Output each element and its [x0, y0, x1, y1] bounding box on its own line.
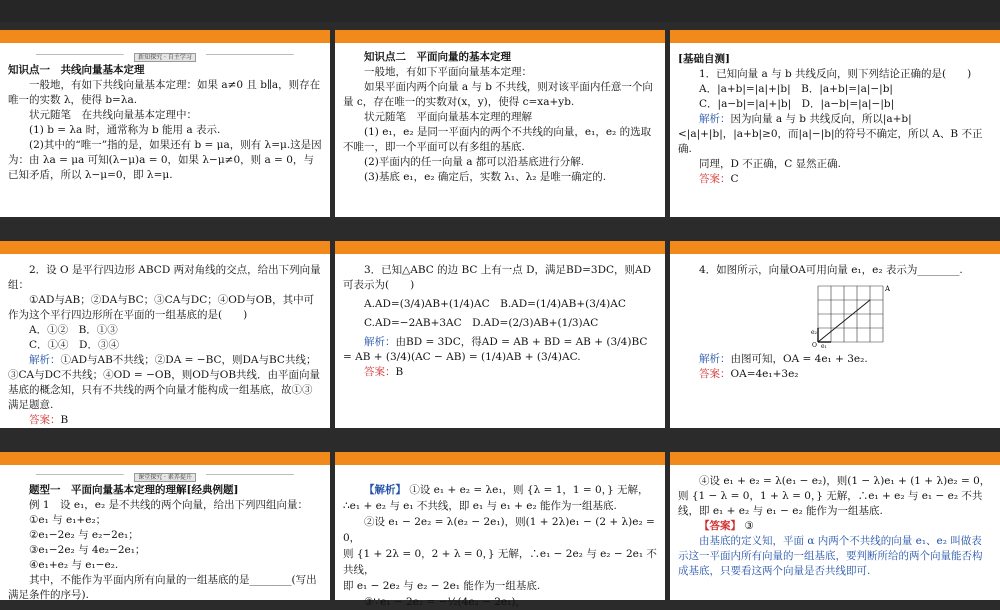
- solution-label: 解析：: [29, 354, 61, 366]
- question-options: ①AD与AB；②DA与BC；③CA与DC；④OD与OB，其中可作为这个平行四边形所在平面的一组基底的是( ): [8, 294, 315, 321]
- solution-text: 因为向量 a 与 b 共线反向，所以|a+b|<|a|+|b|，|a+b|≥0，而|a|−|b|的符号不确定，所以 A、B 不正确.: [678, 113, 983, 155]
- option-row: A．|a+b|=|a|+|b| B．|a+b|=|a|−|b|: [699, 83, 893, 95]
- answer-label: 答案：: [699, 368, 731, 380]
- answer-value: B: [60, 414, 69, 426]
- paragraph: (2)其中的“唯一”指的是，如果还有 b = μa，则有 λ=μ.这是因为：由 λa = μa 可知(λ−μ)a = 0，如果 λ−μ≠0，则 a = 0，与已知矛盾，所以 λ−μ=0，即 λ=μ.: [8, 139, 322, 181]
- question: 2．设 O 是平行四边形 ABCD 两对角线的交点，给出下列向量组：: [8, 264, 321, 291]
- note-heading: 状元随笔 在共线向量基本定理中：: [29, 109, 197, 121]
- slide-1[interactable]: [0, 30, 330, 217]
- paragraph: 一般地，有如下平面向量基本定理：: [364, 66, 532, 78]
- section-banner: 课堂探究 · 素养提升: [36, 470, 293, 479]
- solution-label: 解析：: [364, 336, 396, 348]
- solution-line: ∴e₁ + e₂ 与 e₁ 不共线，即 e₁ 与 e₁ + e₂ 能作为一组基底.: [343, 500, 617, 512]
- slide-header-bar: [670, 241, 1000, 254]
- paragraph: (2)平面内的任一向量 a 都可以沿基底进行分解.: [364, 156, 585, 168]
- slide-8[interactable]: [335, 452, 665, 608]
- solution-text: ①AD与AB不共线；②DA = −BC，则DA与BC共线；③CA与DC不共线；④OD = −OB，则OD与OB共线．由平面向量基底的概念知，只有不共线的两个向量才能构成一组基底，故①③满足题意.: [8, 354, 321, 411]
- answer-value: OA=4e₁+3e₂: [730, 368, 799, 380]
- top-bar: [0, 0, 1000, 22]
- list-item: ④e₁+e₂ 与 e₁−e₂.: [29, 559, 119, 571]
- solution-line: 则 {1 − λ = 0，1 + λ = 0，} 无解，∴e₁ + e₂ 与 e₁ − e₂ 不共线，即 e₁ + e₂ 与 e₁ − e₂ 能作为一组基底.: [678, 490, 983, 517]
- paragraph: (1) b = λa 时，通常称为 b 能用 a 表示.: [29, 124, 221, 136]
- slide-4[interactable]: [0, 241, 330, 428]
- slide-header-bar: [335, 452, 665, 465]
- solution-line: 即 e₁ − 2e₂ 与 e₂ − 2e₁ 能作为一组基底.: [343, 580, 541, 592]
- slide-3[interactable]: [670, 30, 1000, 217]
- e1-label: e₁: [821, 343, 827, 350]
- solution-text: 同理，D 不正确，C 显然正确.: [699, 158, 841, 170]
- slide-9[interactable]: [670, 452, 1000, 600]
- paragraph: (3)基底 e₁，e₂ 确定后，实数 λ₁、λ₂ 是唯一确定的.: [364, 171, 607, 183]
- question: 1．已知向量 a 与 b 共线反向，则下列结论正确的是( ): [699, 68, 972, 80]
- answer-label: 答案：: [364, 366, 396, 378]
- knowledge-heading: 知识点一 共线向量基本定理: [8, 64, 145, 76]
- solution-text: 由图可知，OA = 4e₁ + 3e₂.: [730, 353, 868, 365]
- answer-value: C: [730, 173, 739, 185]
- topic-heading: 题型一 平面向量基本定理的理解[经典例题]: [29, 484, 239, 496]
- answer-label: 答案：: [29, 414, 61, 426]
- slide-header-bar: [670, 30, 1000, 43]
- answer-label: 答案：: [699, 173, 731, 185]
- paragraph: (1) e₁，e₂ 是同一平面内的两个不共线的向量，e₁，e₂ 的选取不唯一，即一个平面可以有多组的基底.: [343, 126, 652, 153]
- slide-header-bar: [0, 30, 330, 43]
- question: 其中，不能作为平面内所有向量的一组基底的是________(写出满足条件的序号).: [8, 574, 317, 601]
- point-a-label: A: [885, 285, 891, 293]
- answer-value: ③: [744, 520, 754, 532]
- knowledge-heading: 知识点二 平面向量的基本定理: [364, 51, 511, 63]
- question: 4．如图所示，向量OA可用向量 e₁，e₂ 表示为________.: [699, 264, 963, 276]
- solution-line: ④设 e₁ + e₂ = λ(e₁ − e₂)，则(1 − λ)e₁ + (1 + λ)e₂ = 0，: [699, 475, 991, 487]
- answer-label: 【答案】: [699, 520, 741, 532]
- solution-line: ②设 e₁ − 2e₂ = λ(e₂ − 2e₁)，则(1 + 2λ)e₁ − (2 + λ)e₂ = 0，: [343, 516, 655, 544]
- solution-label: 解析：: [699, 113, 731, 125]
- solution-line: 则 {1 + 2λ = 0，2 + λ = 0，} 无解，∴e₁ − 2e₂ 与 e₂ − 2e₁ 不共线，: [343, 548, 657, 576]
- solution-line: ①设 e₁ + e₂ = λe₁，则 {λ = 1，1 = 0，} 无解，: [409, 484, 649, 496]
- note-heading: 状元随笔 平面向量基本定理的理解: [364, 111, 532, 123]
- solution-label: 【解析】: [364, 484, 406, 496]
- paragraph: 如果平面内两个向量 a 与 b 不共线，则对该平面内任意一个向量 c，存在唯一的实数对(x，y)，使得 c=xa+yb.: [343, 81, 653, 108]
- solution-label: 解析：: [699, 353, 731, 365]
- slide-header-bar: [0, 241, 330, 254]
- slide-header-bar: [0, 452, 330, 465]
- list-item: ①e₁ 与 e₁+e₂；: [29, 514, 107, 526]
- answer-value: B: [395, 366, 404, 378]
- slide-2[interactable]: [335, 30, 665, 217]
- paragraph: 一般地，有如下共线向量基本定理：如果 a≠0 且 b∥a，则存在唯一的实数 λ，使得 b=λa.: [8, 79, 321, 106]
- section-heading: [基础自测]: [678, 53, 730, 65]
- question: 3．已知△ABC 的边 BC 上有一点 D，满足BD=3DC，则AD可表示为( ): [343, 264, 652, 291]
- slide-7[interactable]: [0, 452, 330, 600]
- summary-note: 由基底的定义知，平面 α 内两个不共线的向量 e₁、e₂ 叫做表示这一平面内所有向量的一组基底，要判断所给的两个向量能否构成基底，只要看这两个向量是否共线即可.: [678, 535, 983, 577]
- slide-5[interactable]: [335, 241, 665, 428]
- section-banner: 新知探究 · 自主学习: [36, 50, 293, 59]
- point-o-label: O: [812, 342, 817, 349]
- example-intro: 例 1 设 e₁，e₂ 是不共线的两个向量，给出下列四组向量：: [29, 499, 309, 511]
- list-item: ③e₁−2e₂ 与 4e₂−2e₁；: [29, 544, 146, 556]
- slide-header-bar: [335, 30, 665, 43]
- option-row: C．|a−b|=|a|+|b| D．|a−b|=|a|−|b|: [699, 98, 895, 110]
- vector-grid-figure: [812, 284, 892, 348]
- option-row: C.AD=−2AB+3AC D.AD=(2/3)AB+(1/3)AC: [364, 317, 599, 329]
- slide-header-bar: [335, 241, 665, 254]
- list-item: ②e₁−2e₂ 与 e₂−2e₁；: [29, 529, 139, 541]
- e2-label: e₂: [811, 329, 817, 336]
- option-row: C．①④ D．③④: [29, 339, 119, 351]
- option-row: A.AD=(3/4)AB+(1/4)AC B.AD=(1/4)AB+(3/4)AC: [364, 298, 626, 310]
- solution-line: ③∵e₁ − 2e₂ = −½(4e₂ − 2e₁)，: [364, 596, 526, 608]
- solution-text: 由BD = 3DC，得AD = AB + BD = AB + (3/4)BC = AB + (3/4)(AC − AB) = (1/4)AB + (3/4)AC.: [343, 336, 648, 363]
- option-row: A．①② B．①③: [29, 324, 118, 336]
- slide-header-bar: [670, 452, 1000, 465]
